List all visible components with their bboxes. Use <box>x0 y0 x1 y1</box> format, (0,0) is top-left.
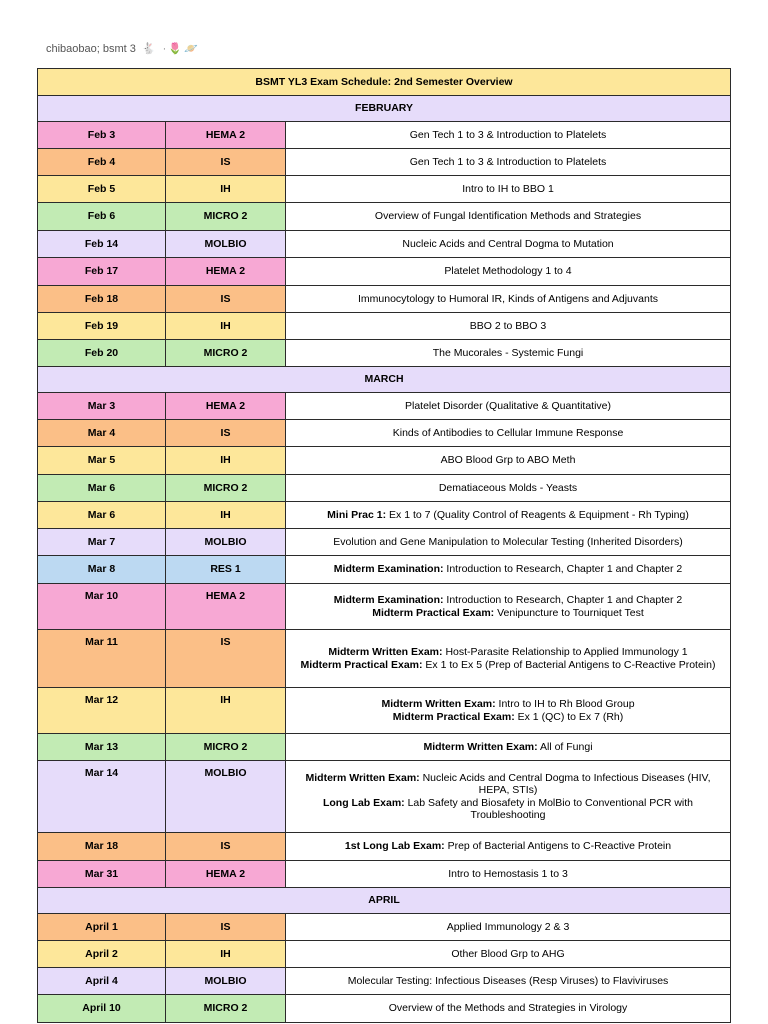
exam-date: Mar 18 <box>38 833 166 861</box>
coverage-line <box>290 1002 726 1015</box>
schedule-row <box>38 475 731 502</box>
exam-type-label: Midterm Examination: <box>333 563 444 576</box>
coverage-text: The Mucorales - Systemic Fungi <box>432 346 584 359</box>
exam-date: Mar 12 <box>38 688 166 734</box>
coverage-line <box>290 238 726 251</box>
schedule-row <box>38 941 731 968</box>
exam-coverage <box>286 420 731 447</box>
coverage-line <box>290 921 726 934</box>
exam-type-label: 1st Long Lab Exam: <box>344 840 445 853</box>
exam-coverage <box>286 475 731 502</box>
subject-code: HEMA 2 <box>166 393 286 420</box>
subject-code: MOLBIO <box>166 761 286 833</box>
coverage-line <box>290 698 726 711</box>
subject-code: RES 1 <box>166 556 286 584</box>
exam-coverage <box>286 861 731 888</box>
exam-date: Feb 6 <box>38 203 166 231</box>
schedule-row <box>38 761 731 833</box>
exam-coverage <box>286 203 731 231</box>
exam-date: Feb 20 <box>38 340 166 367</box>
schedule-row <box>38 231 731 258</box>
coverage-line <box>290 975 726 988</box>
schedule-title: BSMT YL3 Exam Schedule: 2nd Semester Overview <box>38 69 731 96</box>
exam-date: Feb 19 <box>38 313 166 340</box>
coverage-line <box>290 427 726 440</box>
subject-code: IS <box>166 286 286 313</box>
schedule-body <box>38 69 731 1023</box>
schedule-row <box>38 914 731 941</box>
exam-coverage <box>286 447 731 475</box>
month-row <box>38 96 731 122</box>
coverage-line <box>290 607 726 620</box>
exam-date: Feb 17 <box>38 258 166 286</box>
coverage-line <box>290 646 726 659</box>
month-row <box>38 888 731 914</box>
coverage-text: Ex 1 (QC) to Ex 7 (Rh) <box>517 710 624 723</box>
schedule-row <box>38 258 731 286</box>
subject-code: IH <box>166 941 286 968</box>
subject-code: IS <box>166 630 286 688</box>
exam-date: Mar 11 <box>38 630 166 688</box>
subject-code: MOLBIO <box>166 968 286 995</box>
schedule-row <box>38 340 731 367</box>
coverage-text: Gen Tech 1 to 3 & Introduction to Platelets <box>409 128 607 141</box>
subject-code: MICRO 2 <box>166 340 286 367</box>
coverage-text: Ex 1 to Ex 5 (Prep of Bacterial Antigens to C-Reactive Protein) <box>425 658 716 671</box>
coverage-line <box>290 536 726 549</box>
exam-coverage <box>286 914 731 941</box>
coverage-line <box>290 347 726 360</box>
coverage-line <box>290 711 726 724</box>
exam-schedule-table <box>37 68 731 1023</box>
exam-date: Feb 5 <box>38 176 166 203</box>
subject-code: IH <box>166 447 286 475</box>
exam-coverage <box>286 231 731 258</box>
subject-code: IS <box>166 149 286 176</box>
coverage-text: BBO 2 to BBO 3 <box>469 319 547 332</box>
exam-coverage <box>286 258 731 286</box>
title-row <box>38 69 731 96</box>
exam-type-label: Midterm Written Exam: <box>381 698 496 710</box>
schedule-row <box>38 502 731 529</box>
subject-code: IH <box>166 176 286 203</box>
decoration-icons: 🐇 ·🌷🪐 <box>141 43 200 55</box>
coverage-line <box>290 840 726 853</box>
coverage-text: Gen Tech 1 to 3 & Introduction to Platelets <box>409 155 607 168</box>
coverage-line <box>290 509 726 522</box>
coverage-text: Dematiaceous Molds - Yeasts <box>438 481 578 494</box>
subject-code: IS <box>166 914 286 941</box>
coverage-text: Kinds of Antibodies to Cellular Immune Response <box>392 426 624 439</box>
coverage-text: Host-Parasite Relationship to Applied Immunology 1 <box>445 646 688 658</box>
coverage-text: Intro to IH to BBO 1 <box>462 182 554 195</box>
coverage-line <box>290 948 726 961</box>
schedule-row <box>38 149 731 176</box>
exam-coverage <box>286 968 731 995</box>
coverage-line <box>290 868 726 881</box>
schedule-row <box>38 833 731 861</box>
exam-coverage <box>286 122 731 149</box>
exam-coverage <box>286 630 731 688</box>
exam-date: Mar 5 <box>38 447 166 475</box>
coverage-text: Lab Safety and Biosafety in MolBio to Conventional PCR with Troubleshooting <box>407 796 694 821</box>
schedule-row <box>38 313 731 340</box>
exam-date: Feb 18 <box>38 286 166 313</box>
coverage-line <box>290 156 726 169</box>
coverage-line <box>290 563 726 576</box>
coverage-text: Immunocytology to Humoral IR, Kinds of Antigens and Adjuvants <box>358 292 658 305</box>
exam-type-label: Midterm Practical Exam: <box>372 606 495 619</box>
exam-coverage <box>286 761 731 833</box>
coverage-text: Overview of Fungal Identification Methods and Strategies <box>374 210 642 223</box>
exam-date: Mar 31 <box>38 861 166 888</box>
coverage-line <box>290 594 726 607</box>
subject-code: HEMA 2 <box>166 861 286 888</box>
subject-code: IS <box>166 833 286 861</box>
subject-code: HEMA 2 <box>166 122 286 149</box>
exam-date: April 10 <box>38 995 166 1023</box>
coverage-text: Nucleic Acids and Central Dogma to Mutation <box>402 237 614 250</box>
subject-code: MICRO 2 <box>166 734 286 761</box>
schedule-row <box>38 995 731 1023</box>
coverage-text: Intro to Hemostasis 1 to 3 <box>448 867 568 880</box>
schedule-row <box>38 630 731 688</box>
coverage-text: Platelet Disorder (Qualitative & Quantitative) <box>405 399 612 412</box>
exam-type-label: Midterm Practical Exam: <box>392 710 515 723</box>
coverage-line <box>290 659 726 672</box>
coverage-line <box>290 129 726 142</box>
exam-date: Mar 6 <box>38 502 166 529</box>
exam-date: Mar 8 <box>38 556 166 584</box>
coverage-line <box>290 265 726 278</box>
coverage-text: Introduction to Research, Chapter 1 and Chapter 2 <box>446 594 683 606</box>
schedule-row <box>38 286 731 313</box>
coverage-text: Evolution and Gene Manipulation to Molecular Testing (Inherited Disorders) <box>333 535 683 548</box>
exam-type-label: Midterm Examination: <box>333 594 444 606</box>
coverage-text: Molecular Testing: Infectious Diseases (Resp Viruses) to Flaviviruses <box>347 974 669 987</box>
schedule-row <box>38 122 731 149</box>
exam-coverage <box>286 584 731 630</box>
coverage-line <box>290 741 726 754</box>
exam-date: April 2 <box>38 941 166 968</box>
exam-date: Mar 6 <box>38 475 166 502</box>
coverage-line <box>290 400 726 413</box>
exam-date: Mar 7 <box>38 529 166 556</box>
coverage-text: Platelet Methodology 1 to 4 <box>444 265 572 278</box>
exam-type-label: Midterm Practical Exam: <box>300 658 423 671</box>
exam-coverage <box>286 833 731 861</box>
exam-type-label: Midterm Written Exam: <box>423 740 538 753</box>
coverage-text: Introduction to Research, Chapter 1 and Chapter 2 <box>446 563 683 576</box>
exam-date: April 4 <box>38 968 166 995</box>
month-label: FEBRUARY <box>38 96 731 122</box>
coverage-line <box>290 454 726 467</box>
coverage-text: Venipuncture to Tourniquet Test <box>497 606 644 619</box>
author-credit <box>46 42 200 55</box>
coverage-text: Prep of Bacterial Antigens to C-Reactive Protein <box>447 840 672 853</box>
exam-coverage <box>286 286 731 313</box>
subject-code: IH <box>166 313 286 340</box>
schedule-row <box>38 176 731 203</box>
schedule-row <box>38 734 731 761</box>
subject-code: HEMA 2 <box>166 258 286 286</box>
exam-date: Feb 3 <box>38 122 166 149</box>
schedule-row <box>38 529 731 556</box>
author-text: chibaobao; bsmt 3 <box>46 42 136 55</box>
schedule-row <box>38 447 731 475</box>
exam-coverage <box>286 502 731 529</box>
subject-code: MOLBIO <box>166 231 286 258</box>
exam-coverage <box>286 340 731 367</box>
schedule-row <box>38 203 731 231</box>
exam-date: Mar 10 <box>38 584 166 630</box>
exam-type-label: Long Lab Exam: <box>322 796 405 809</box>
coverage-line <box>290 293 726 306</box>
exam-date: Feb 14 <box>38 231 166 258</box>
exam-date: Feb 4 <box>38 149 166 176</box>
coverage-line <box>290 183 726 196</box>
exam-coverage <box>286 149 731 176</box>
exam-coverage <box>286 995 731 1023</box>
schedule-row <box>38 584 731 630</box>
exam-type-label: Midterm Written Exam: <box>328 646 443 658</box>
coverage-text: ABO Blood Grp to ABO Meth <box>440 454 576 467</box>
coverage-line <box>290 320 726 333</box>
exam-coverage <box>286 941 731 968</box>
schedule-row <box>38 861 731 888</box>
subject-code: HEMA 2 <box>166 584 286 630</box>
coverage-text: Nucleic Acids and Central Dogma to Infectious Diseases (HIV, HEPA, STIs) <box>422 771 711 796</box>
coverage-text: Intro to IH to Rh Blood Group <box>498 698 635 710</box>
exam-date: Mar 13 <box>38 734 166 761</box>
exam-date: Mar 3 <box>38 393 166 420</box>
coverage-text: Ex 1 to 7 (Quality Control of Reagents & Equipment - Rh Typing) <box>389 508 689 521</box>
exam-coverage <box>286 176 731 203</box>
coverage-line <box>290 482 726 495</box>
subject-code: IH <box>166 688 286 734</box>
exam-type-label: Midterm Written Exam: <box>305 771 420 784</box>
subject-code: IH <box>166 502 286 529</box>
coverage-text: Other Blood Grp to AHG <box>451 947 565 960</box>
coverage-text: Overview of the Methods and Strategies in Virology <box>388 1002 628 1015</box>
exam-coverage <box>286 393 731 420</box>
exam-coverage <box>286 734 731 761</box>
coverage-line <box>290 772 726 797</box>
schedule-row <box>38 968 731 995</box>
exam-coverage <box>286 529 731 556</box>
exam-type-label: Mini Prac 1: <box>327 508 387 521</box>
coverage-text: All of Fungi <box>540 740 593 753</box>
exam-date: April 1 <box>38 914 166 941</box>
month-row <box>38 367 731 393</box>
exam-coverage <box>286 313 731 340</box>
schedule-row <box>38 393 731 420</box>
subject-code: MOLBIO <box>166 529 286 556</box>
subject-code: IS <box>166 420 286 447</box>
exam-date: Mar 4 <box>38 420 166 447</box>
schedule-row <box>38 688 731 734</box>
month-label: APRIL <box>38 888 731 914</box>
coverage-line <box>290 210 726 223</box>
subject-code: MICRO 2 <box>166 995 286 1023</box>
coverage-text: Applied Immunology 2 & 3 <box>446 920 570 933</box>
exam-date: Mar 14 <box>38 761 166 833</box>
coverage-line <box>290 797 726 822</box>
subject-code: MICRO 2 <box>166 203 286 231</box>
subject-code: MICRO 2 <box>166 475 286 502</box>
exam-coverage <box>286 688 731 734</box>
month-label: MARCH <box>38 367 731 393</box>
exam-coverage <box>286 556 731 584</box>
schedule-row <box>38 420 731 447</box>
schedule-row <box>38 556 731 584</box>
